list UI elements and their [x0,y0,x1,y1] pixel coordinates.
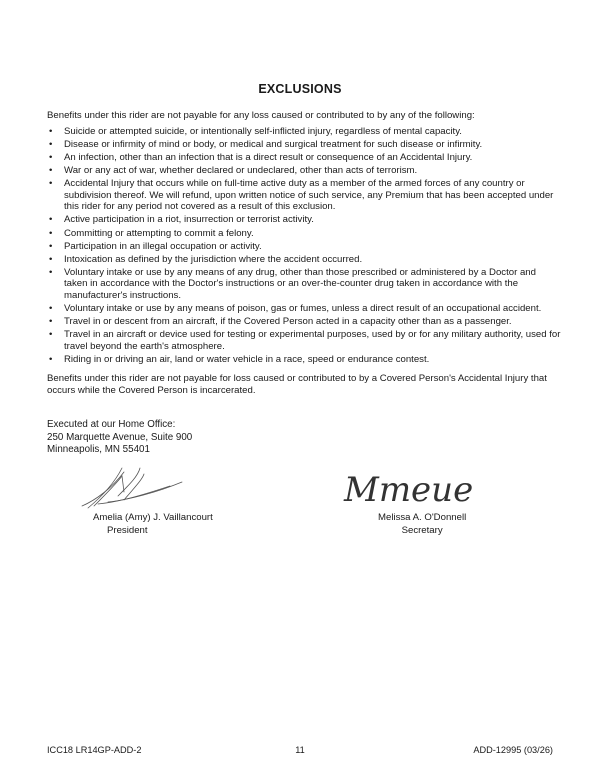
secretary-signature-script: Mmeue [344,470,474,510]
exclusion-text: Active participation in a riot, insurrection or terrorist activity. [64,214,314,226]
exclusion-item [47,228,562,240]
intro-text: Benefits under this rider are not payable for any loss caused or contributed to by any of the following: [47,110,475,121]
exclusion-item [47,354,562,366]
exclusions-list [47,126,562,367]
footer-form-id: ICC18 LR14GP-ADD-2 [47,745,142,755]
president-signature [78,462,188,517]
exclusion-item [47,267,562,302]
exclusion-item [47,316,562,328]
secretary-title: Secretary [401,524,443,536]
exclusion-text: Riding in or driving an air, land or water vehicle in a race, speed or endurance contest. [64,353,430,365]
exclusion-text: War or any act of war, whether declared or undeclared, other than acts of terrorism. [64,165,418,177]
secretary-signature [340,463,490,516]
bullet-icon: • [49,126,53,137]
exclusion-item [47,303,562,315]
bullet-icon: • [49,152,53,164]
exclusion-text: Suicide or attempted suicide, or intentionally self-inflicted injury, regardless of mental capacity. [64,126,462,137]
footer-doc-ref: ADD-12995 (03/26) [473,745,553,755]
bullet-icon: • [49,329,53,341]
exclusion-item [47,126,562,138]
secretary-block [378,512,466,537]
secretary-name: Melissa A. O'Donnell [378,512,467,523]
bullet-icon: • [49,266,53,278]
bullet-icon: • [49,353,53,365]
exclusion-text: Committing or attempting to commit a felony. [64,227,254,239]
exclusion-text: Accidental Injury that occurs while on full-time active duty as a member of the armed forces of any country or subdivision thereof. We will refund, upon written notice of such service, any Premium that has been accepted under this rider for any period not covered as a result of this exclusion. [64,178,554,213]
exclusion-item [47,254,562,266]
bullet-icon: • [49,240,53,252]
footer-page-number: 11 [295,745,305,755]
exclusion-text: Travel in or descent from an aircraft, if the Covered Person acted in a capacity other than as a passenger. [64,316,512,328]
bullet-icon: • [49,316,53,328]
exclusion-item [47,165,562,177]
exclusion-text: Participation in an illegal occupation or activity. [64,240,262,252]
exclusion-item [47,178,562,213]
exclusion-item [47,214,562,226]
home-office-city: Minneapolis, MN 55401 [47,444,150,455]
exclusion-item [47,329,562,352]
president-name: Amelia (Amy) J. Vaillancourt [93,512,213,523]
home-office-block [47,419,192,457]
exclusion-text: Voluntary intake or use by any means of any drug, other than those prescribed or administered by a Doctor and taken in accordance with the Doctor's instructions or an over-the-counter drug taken in accordance with the manufacturer's instructions. [64,266,536,301]
exclusion-text: Disease or infirmity of mind or body, or medical and surgical treatment for such disease or infirmity. [64,139,483,151]
exclusion-text: Intoxication as defined by the jurisdiction where the accident occurred. [64,253,363,265]
bullet-icon: • [49,253,53,265]
exclusion-item [47,152,562,164]
bullet-icon: • [49,214,53,226]
president-block [93,512,213,537]
bullet-icon: • [49,227,53,239]
bullet-icon: • [49,165,53,177]
incarceration-paragraph: Benefits under this rider are not payable for loss caused or contributed to by a Covered Person's Accidental Injury that occurs while the Covered Person is incarcerated. [47,373,547,396]
bullet-icon: • [49,139,53,151]
exclusion-item [47,139,562,151]
secretary-signature-image [340,463,490,511]
home-office-address: 250 Marquette Avenue, Suite 900 [47,431,193,443]
exclusion-text: Travel in an aircraft or device used for testing or experimental purposes, used by or for any military authority, used for travel beyond the earth's atmosphere. [64,329,561,352]
exclusion-text: Voluntary intake or use by any means of poison, gas or fumes, unless a direct result of an occupational accident. [64,302,542,314]
exclusion-text: An infection, other than an infection that is a direct result or consequence of an Accidental Injury. [64,152,473,164]
home-office-line: Executed at our Home Office: [47,419,176,430]
bullet-icon: • [49,302,53,314]
president-signature-image [78,462,188,512]
president-title: President [107,524,148,536]
bullet-icon: • [49,178,53,190]
section-title: EXCLUSIONS [258,82,342,96]
exclusion-item [47,241,562,253]
